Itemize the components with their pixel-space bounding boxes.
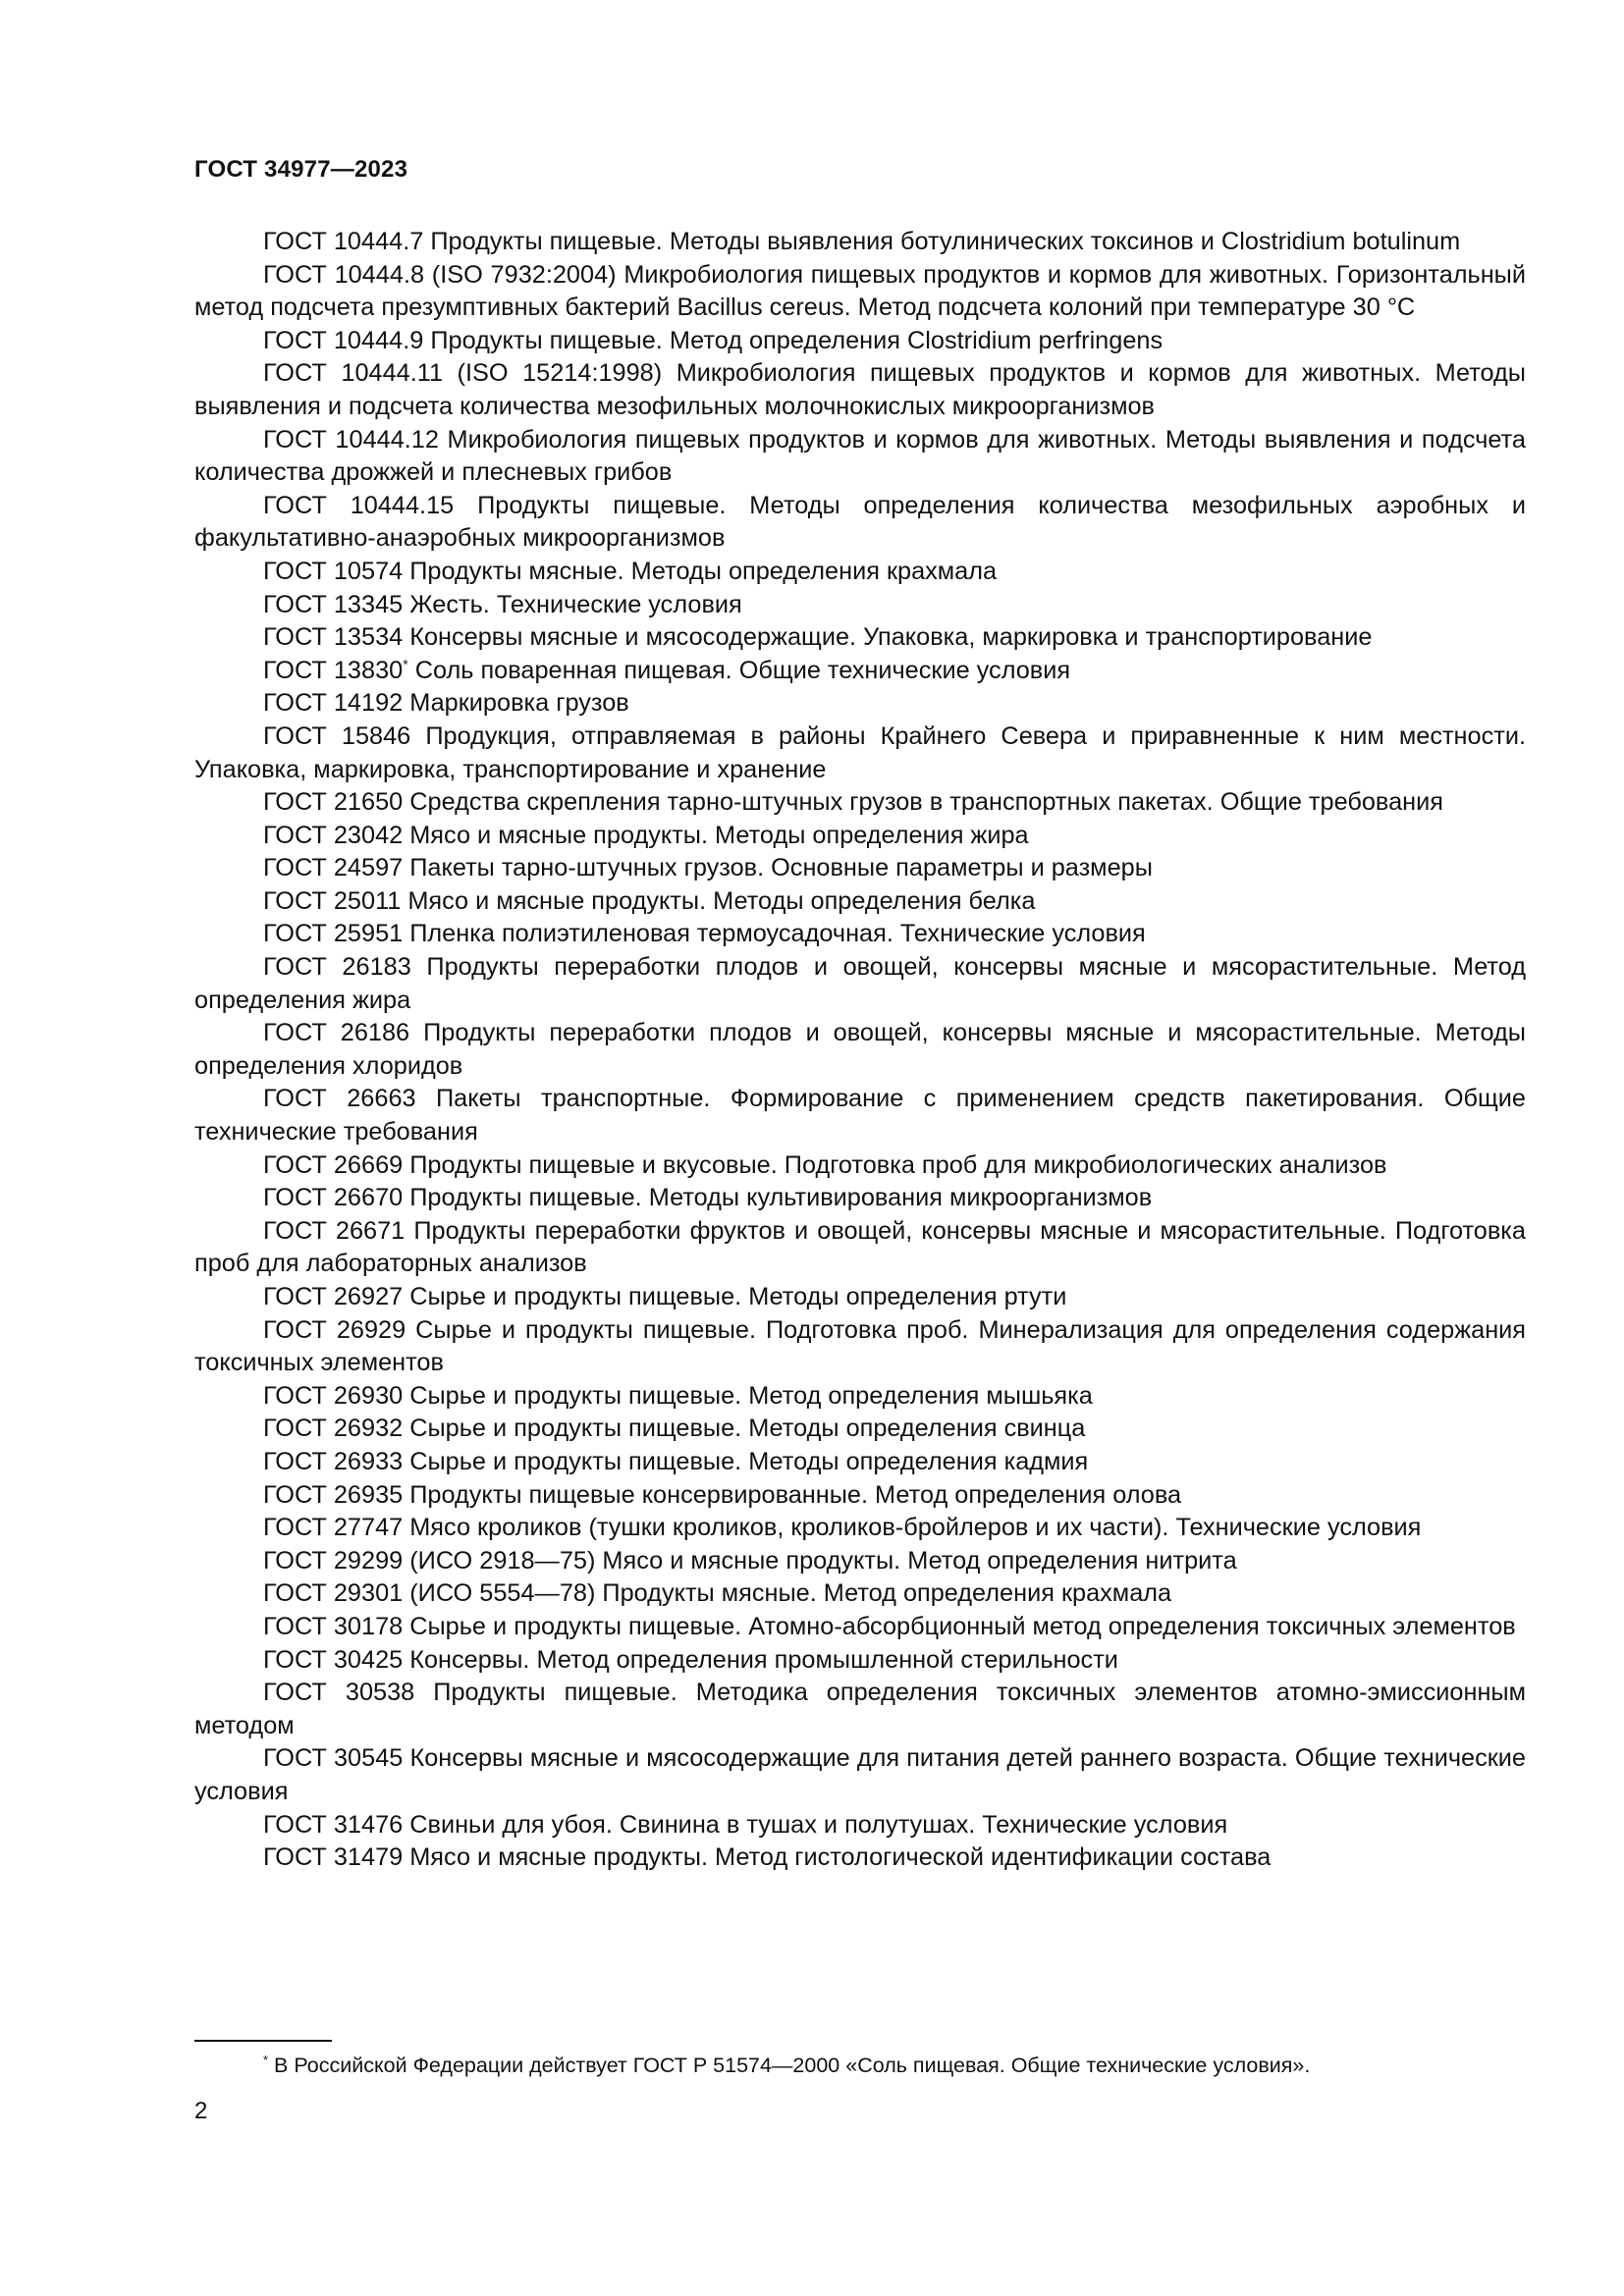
- reference-item: ГОСТ 23042 Мясо и мясные продукты. Методы определения жира: [263, 821, 1029, 849]
- reference-item: ГОСТ 26927 Сырье и продукты пищевые. Методы определения ртути: [263, 1283, 1067, 1310]
- reference-item: ГОСТ 10444.15 Продукты пищевые. Методы определения количества мезофильных аэробных и факультативно-анаэробных микроорганизмов: [194, 491, 1526, 553]
- reference-item: ГОСТ 31476 Свиньи для убоя. Свинина в тушах и полутушах. Технические условия: [263, 1810, 1228, 1839]
- reference-item: ГОСТ 26932 Сырье и продукты пищевые. Методы определения свинца: [263, 1415, 1086, 1443]
- reference-item: ГОСТ 26186 Продукты переработки плодов и овощей, консервы мясные и мясорастительные. Методы определения хлоридов: [194, 1019, 1526, 1080]
- reference-item: ГОСТ 10444.11 (ISO 15214:1998) Микробиология пищевых продуктов и кормов для животных. Методы выявления и подсчета количества мезофильных молочнокислых микроорганизмов: [194, 359, 1526, 420]
- reference-item: ГОСТ 10444.8 (ISO 7932:2004) Микробиология пищевых продуктов и кормов для животных. Горизонтальный метод подсчета презумптивных бактерий Bacillus cereus. Метод подсчета колоний при температуре 30 °С: [194, 260, 1526, 322]
- page-number: 2: [194, 2098, 208, 2124]
- reference-item: ГОСТ 30425 Консервы. Метод определения промышленной стерильности: [263, 1645, 1118, 1674]
- reference-item: ГОСТ 26670 Продукты пищевые. Методы культивирования микроорганизмов: [263, 1184, 1153, 1212]
- reference-item: ГОСТ 30538 Продукты пищевые. Методика определения токсичных элементов атомно-эмиссионным методом: [194, 1679, 1526, 1739]
- reference-item: ГОСТ 14192 Маркировка грузов: [263, 689, 629, 718]
- reference-item: ГОСТ 10444.7 Продукты пищевые. Методы выявления ботулинических токсинов и Clostridium botulinum: [263, 228, 1461, 255]
- document-header: ГОСТ 34977—2023: [194, 156, 408, 183]
- reference-item: ГОСТ 26930 Сырье и продукты пищевые. Метод определения мышьяка: [263, 1381, 1093, 1410]
- reference-item: ГОСТ 30545 Консервы мясные и мясосодержащие для питания детей раннего возраста. Общие технические условия: [194, 1744, 1526, 1805]
- reference-item: ГОСТ 21650 Средства скрепления тарно-штучных грузов в транспортных пакетах. Общие требования: [263, 788, 1443, 817]
- reference-item: ГОСТ 10444.12 Микробиология пищевых продуктов и кормов для животных. Методы выявления и подсчета количества дрожжей и плесневых грибов: [194, 425, 1526, 487]
- reference-item: ГОСТ 26183 Продукты переработки плодов и овощей, консервы мясные и мясорастительные. Метод определения жира: [194, 953, 1526, 1014]
- reference-item: ГОСТ 26935 Продукты пищевые консервированные. Метод определения олова: [263, 1480, 1182, 1509]
- reference-item: ГОСТ 26669 Продукты пищевые и вкусовые. Подготовка проб для микробиологических анализов: [263, 1150, 1387, 1179]
- footnote-divider: [194, 2040, 332, 2042]
- footnote-marker: *: [263, 2052, 269, 2067]
- reference-item: ГОСТ 29301 (ИСО 5554—78) Продукты мясные. Метод определения крахмала: [263, 1579, 1172, 1608]
- reference-item: ГОСТ 26671 Продукты переработки фруктов и овощей, консервы мясные и мясорастительные. Подготовка проб для лабораторных анализов: [194, 1216, 1526, 1278]
- reference-item: ГОСТ 26933 Сырье и продукты пищевые. Методы определения кадмия: [263, 1447, 1089, 1475]
- reference-item: ГОСТ 30178 Сырье и продукты пищевые. Атомно-абсорбционный метод определения токсичных элементов: [263, 1612, 1516, 1640]
- normative-references-list: [194, 226, 1526, 1875]
- reference-item: ГОСТ 25951 Пленка полиэтиленовая термоусадочная. Технические условия: [263, 920, 1146, 948]
- reference-item: ГОСТ 26929 Сырье и продукты пищевые. Подготовка проб. Минерализация для определения содержания токсичных элементов: [194, 1315, 1526, 1377]
- reference-item: ГОСТ 27747 Мясо кроликов (тушки кроликов, кроликов-бройлеров и их части). Технические условия: [263, 1514, 1422, 1542]
- reference-item: ГОСТ 10574 Продукты мясные. Методы определения крахмала: [263, 557, 998, 585]
- reference-item: ГОСТ 31479 Мясо и мясные продукты. Метод гистологической идентификации состава: [263, 1843, 1272, 1872]
- reference-item: ГОСТ 13830* Соль поваренная пищевая. Общие технические условия: [263, 656, 1071, 684]
- reference-item: ГОСТ 10444.9 Продукты пищевые. Метод определения Clostridium perfringens: [263, 326, 1164, 354]
- reference-item: ГОСТ 25011 Мясо и мясные продукты. Методы определения белка: [263, 886, 1036, 915]
- reference-item: ГОСТ 26663 Пакеты транспортные. Формирование с применением средств пакетирования. Общие технические требования: [194, 1085, 1526, 1147]
- reference-item: ГОСТ 13534 Консервы мясные и мясосодержащие. Упаковка, маркировка и транспортирование: [263, 623, 1373, 652]
- reference-item: ГОСТ 24597 Пакеты тарно-штучных грузов. Основные параметры и размеры: [263, 854, 1153, 882]
- footnote-reference-marker: *: [403, 656, 408, 672]
- reference-item: ГОСТ 15846 Продукция, отправляемая в районы Крайнего Севера и приравненные к ним местности. Упаковка, маркировка, транспортирование и хранение: [194, 721, 1526, 783]
- reference-item: ГОСТ 29299 (ИСО 2918—75) Мясо и мясные продукты. Метод определения нитрита: [263, 1546, 1237, 1575]
- reference-item: ГОСТ 13345 Жесть. Технические условия: [263, 590, 742, 618]
- footnote: [263, 2052, 1530, 2079]
- footnote-text: В Российской Федерации действует ГОСТ Р 51574—2000 «Соль пищевая. Общие технические условия».: [274, 2054, 1311, 2077]
